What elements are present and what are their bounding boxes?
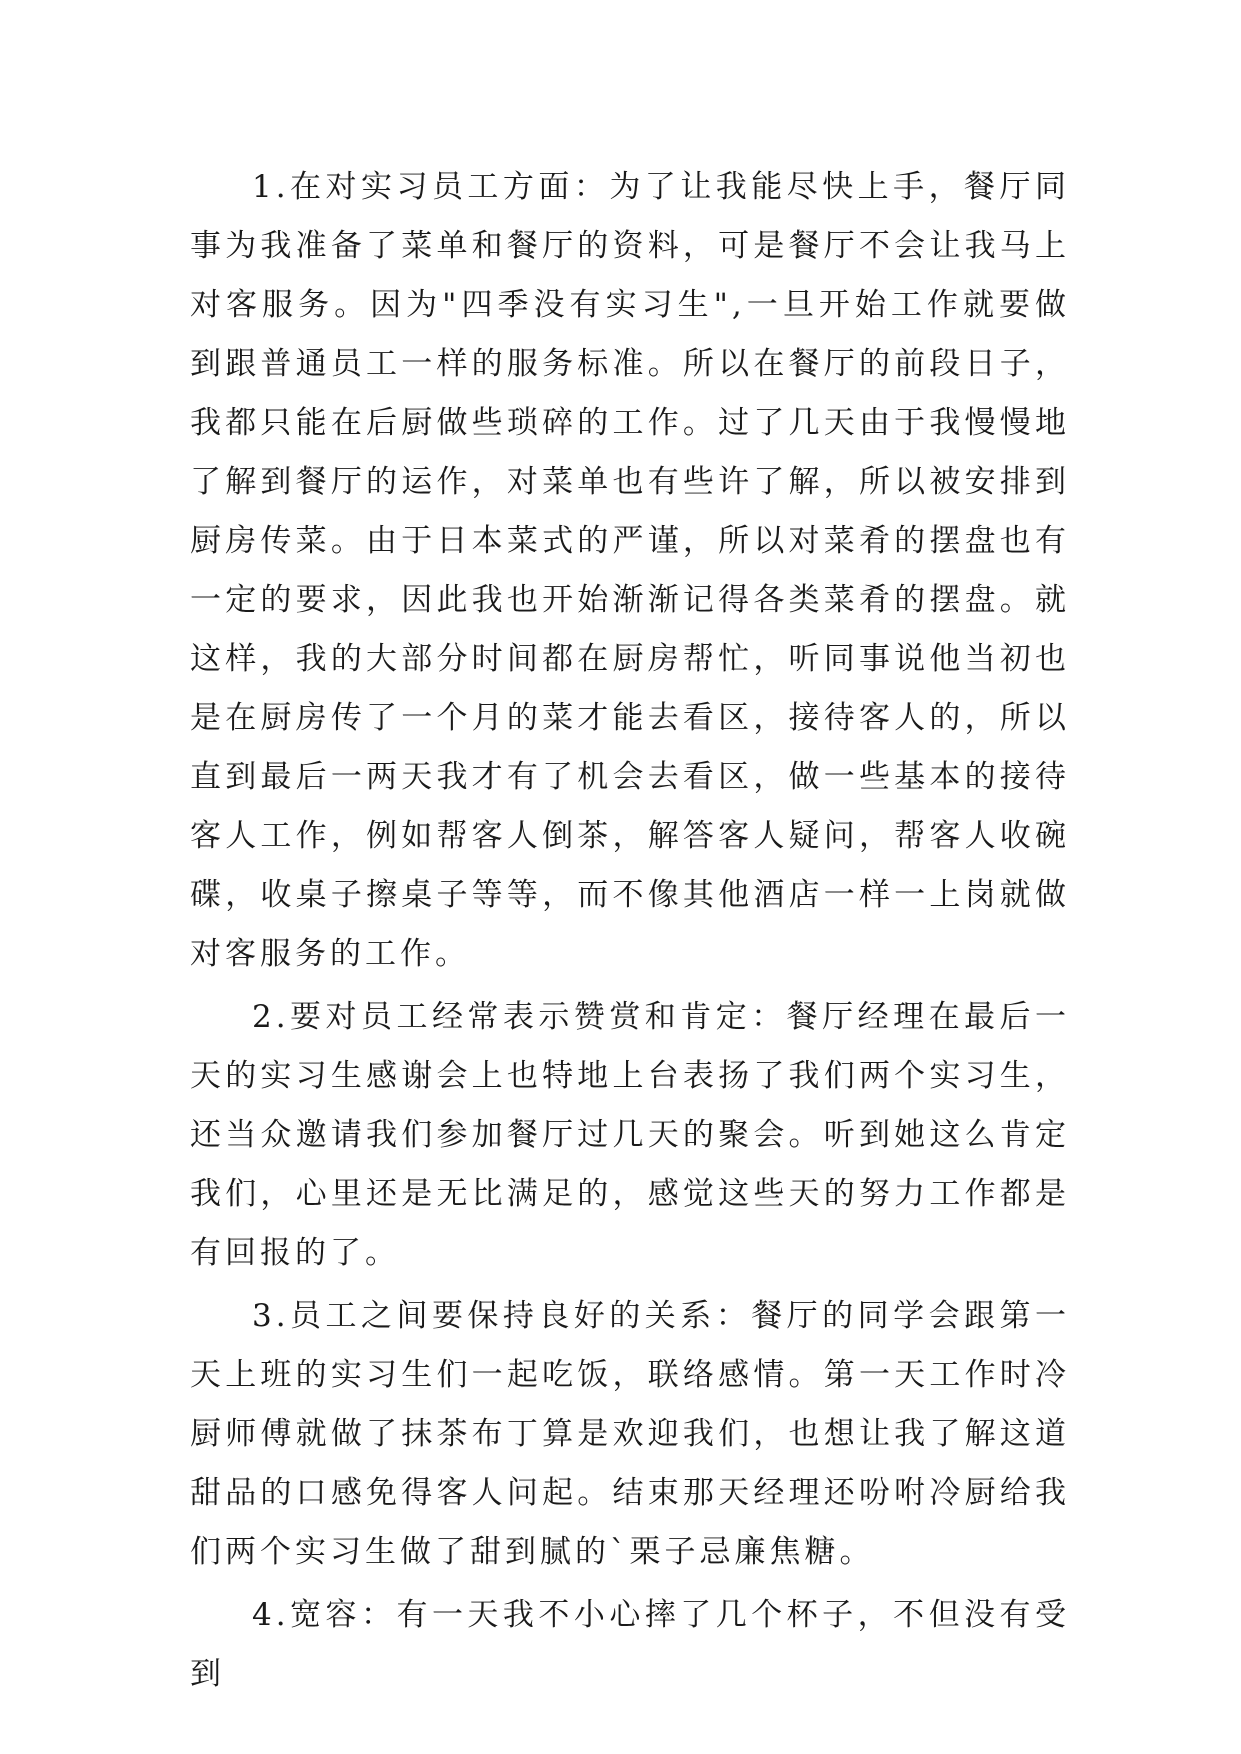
paragraph-3: 3.员工之间要保持良好的关系：餐厅的同学会跟第一天上班的实习生们一起吃饭，联络感情。第一天工作时冷厨师傅就做了抹茶布丁算是欢迎我们，也想让我了解这道甜品的口感免得客人问起。结束那天经理还吩咐冷厨给我们两个实习生做了甜到腻的`栗子忌廉焦糖。 <box>190 1298 1070 1570</box>
document-body <box>190 158 1070 1704</box>
paragraph-4: 4.宽容：有一天我不小心摔了几个杯子，不但没有受到 <box>190 1597 1070 1692</box>
paragraph-1: 1.在对实习员工方面：为了让我能尽快上手，餐厅同事为我准备了菜单和餐厅的资料，可是餐厅不会让我马上对客服务。因为"四季没有实习生",一旦开始工作就要做到跟普通员工一样的服务标准。所以在餐厅的前段日子，我都只能在后厨做些琐碎的工作。过了几天由于我慢慢地了解到餐厅的运作，对菜单也有些许了解，所以被安排到厨房传菜。由于日本菜式的严谨，所以对菜肴的摆盘也有一定的要求，因此我也开始渐渐记得各类菜肴的摆盘。就这样，我的大部分时间都在厨房帮忙，听同事说他当初也是在厨房传了一个月的菜才能去看区，接待客人的，所以直到最后一两天我才有了机会去看区，做一些基本的接待客人工作，例如帮客人倒茶，解答客人疑问，帮客人收碗碟，收桌子擦桌子等等，而不像其他酒店一样一上岗就做对客服务的工作。 <box>190 169 1070 972</box>
paragraph-2: 2.要对员工经常表示赞赏和肯定：餐厅经理在最后一天的实习生感谢会上也特地上台表扬了我们两个实习生，还当众邀请我们参加餐厅过几天的聚会。听到她这么肯定我们，心里还是无比满足的，感觉这些天的努力工作都是有回报的了。 <box>190 999 1070 1271</box>
